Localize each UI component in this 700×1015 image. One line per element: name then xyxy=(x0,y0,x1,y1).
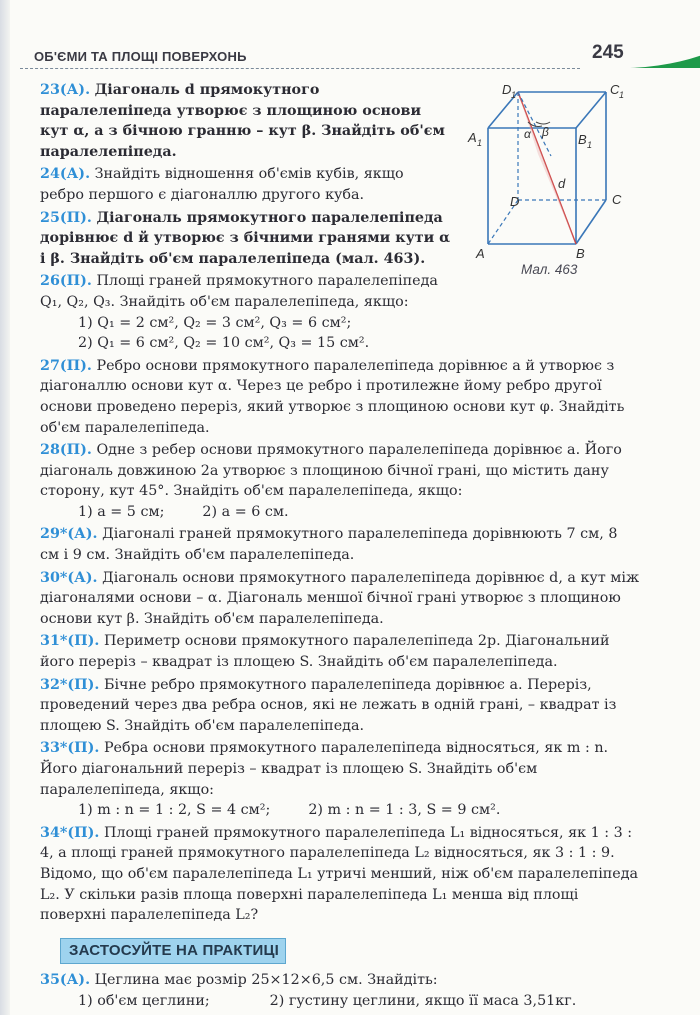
problem-35 xyxy=(40,970,640,1011)
problem-number: 24(А). xyxy=(40,166,91,183)
problem-24 xyxy=(40,164,452,205)
label-A1-sub: 1 xyxy=(477,138,483,148)
page-edge xyxy=(0,0,10,1015)
problem-text: Ребра основи прямокутного паралелепіпеда відносяться, як m : n. Його діагональний переріз – квадрат із площею S. Знайдіть об'єм паралелепіпеда, якщо: xyxy=(40,740,609,798)
problem-number: 28(П). xyxy=(40,442,92,459)
problem-subs xyxy=(40,991,640,1012)
problem-text: Периметр основи прямокутного паралелепіпеда 2p. Діагональний його переріз – квадрат із площею S. Знайдіть об'єм паралелепіпеда. xyxy=(40,633,610,671)
problem-text: Знайдіть відношення об'ємів кубів, якщо ребро першого є діагоналлю другого куба. xyxy=(40,166,404,203)
problem-sub-1: 1) a = 5 см; xyxy=(78,503,165,520)
problem-number: 31*(П). xyxy=(40,633,100,650)
problem-number: 32*(П). xyxy=(40,676,100,693)
problem-23 xyxy=(40,80,452,162)
figure-caption: Мал. 463 xyxy=(521,262,578,277)
page-header xyxy=(20,42,700,68)
chapter-title: ОБ'ЄМИ ТА ПЛОЩІ ПОВЕРХОНЬ xyxy=(34,49,247,64)
problem-sub-1: 1) m : n = 1 : 2, S = 4 см²; xyxy=(78,802,271,819)
problem-sub-2: 2) m : n = 1 : 3, S = 9 см². xyxy=(308,802,501,819)
label-B1-sub: 1 xyxy=(587,140,593,150)
label-C1-sub: 1 xyxy=(619,90,625,100)
problem-33 xyxy=(40,738,640,820)
problem-number: 33*(П). xyxy=(40,740,100,757)
problem-number: 30*(А). xyxy=(40,569,98,586)
label-D: D xyxy=(510,194,520,209)
problem-text: Ребро основи прямокутного паралелепіпеда дорівнює a й утворює з діагоналлю основи кут α. Через це ребро і протилежне йому ребро другої основи проведено переріз, який утворює з площиною основи кут φ. Знайдіть об'єм паралелепіпеда. xyxy=(40,357,625,436)
practice-banner: ЗАСТОСУЙТЕ НА ПРАКТИЦІ xyxy=(60,938,286,965)
problem-29 xyxy=(40,524,640,565)
problem-number: 34*(П). xyxy=(40,824,100,841)
problem-30 xyxy=(40,568,640,630)
problem-sub-2: 2) густину цеглини, якщо її маса 3,51кг. xyxy=(269,992,577,1009)
problem-subs xyxy=(40,502,640,523)
problem-text: Площі граней прямокутного паралелепіпеда L₁ відносяться, як 1 : 3 : 4, а площі граней прямокутного паралелепіпеда L₂ відносяться, як 3 : 1 : 9. Відомо, що об'єм паралелепіпеда L₁ утричі менший, ніж об'єм паралелепіпеда L₂. У скільки разів площа поверхні паралелепіпеда L₁ менша від площі поверхні паралелепіпеда L₂? xyxy=(40,824,639,924)
problem-28 xyxy=(40,440,640,522)
problem-number: 23(А). xyxy=(40,82,91,98)
problem-text: Діагональ d прямокутного паралелепіпеда утворює з площиною основи кут α, а з бічною гранню – кут β. Знайдіть об'єм паралелепіпеда. xyxy=(40,82,445,160)
label-D1: D xyxy=(502,82,512,97)
problem-27 xyxy=(40,356,640,438)
problem-number: 25(П). xyxy=(40,209,92,226)
problem-text: Одне з ребер основи прямокутного паралелепіпеда дорівнює a. Його діагональ довжиною 2a утворює з площиною бічної грані, що містить дану сторону, кут 45°. Знайдіть об'єм паралелепіпеда, якщо: xyxy=(40,442,622,500)
problem-25 xyxy=(40,208,452,270)
problem-text: Цеглина має розмір 25×12×6,5 см. Знайдіть: xyxy=(94,972,438,989)
problem-text: Діагональ прямокутного паралелепіпеда дорівнює d й утворює з бічними гранями кути α і β. Знайдіть об'єм паралелепіпеда (мал. 463). xyxy=(40,209,451,267)
problem-sub-2: 2) a = 6 см. xyxy=(202,503,289,520)
problem-subs xyxy=(40,800,640,821)
problem-sub-1: 1) Q₁ = 2 см², Q₂ = 3 см², Q₃ = 6 см²; xyxy=(78,314,352,331)
problem-text: Бічне ребро прямокутного паралелепіпеда дорівнює a. Переріз, проведений через два ребра основ, які не лежать в одній грані, – квадрат із площею S. Знайдіть об'єм паралелепіпеда. xyxy=(40,676,617,734)
label-A: A xyxy=(476,246,485,258)
problem-26 xyxy=(40,271,452,353)
header-swoosh-decoration xyxy=(630,46,700,70)
problem-text: Діагоналі граней прямокутного паралелепіпеда дорівнюють 7 см, 8 см і 9 см. Знайдіть об'єм паралелепіпеда. xyxy=(40,526,618,564)
problem-34 xyxy=(40,823,640,926)
problem-text: Діагональ основи прямокутного паралелепіпеда дорівнює d, а кут між діагоналями основи – α. Діагональ меншої бічної грані утворює з площиною основи кут β. Знайдіть об'єм паралелепіпеда. xyxy=(40,569,640,627)
problems-list xyxy=(40,80,640,1014)
header-rule xyxy=(20,68,580,69)
problem-number: 27(П). xyxy=(40,357,92,374)
problem-sub-1: 1) об'єм цеглини; xyxy=(78,992,210,1009)
label-d: d xyxy=(558,176,566,191)
page-number: 245 xyxy=(592,42,624,63)
problem-31 xyxy=(40,631,640,672)
label-C1: C xyxy=(610,82,620,97)
problem-sub-2: 2) Q₁ = 6 см², Q₂ = 10 см², Q₃ = 15 см². xyxy=(78,335,370,352)
label-alpha: α xyxy=(524,127,531,141)
label-A1: A xyxy=(468,130,477,145)
label-D1-sub: 1 xyxy=(511,90,517,100)
problem-number: 35(А). xyxy=(40,972,91,989)
label-C: C xyxy=(612,192,622,207)
label-beta: β xyxy=(542,125,549,139)
problem-text: Площі граней прямокутного паралелепіпеда Q₁, Q₂, Q₃. Знайдіть об'єм паралелепіпеда, якщо: xyxy=(40,273,438,310)
problem-number: 26(П). xyxy=(40,273,92,290)
label-B1: B xyxy=(578,132,587,147)
label-B: B xyxy=(576,246,585,258)
problem-number: 29*(А). xyxy=(40,526,98,543)
problem-32 xyxy=(40,675,640,737)
